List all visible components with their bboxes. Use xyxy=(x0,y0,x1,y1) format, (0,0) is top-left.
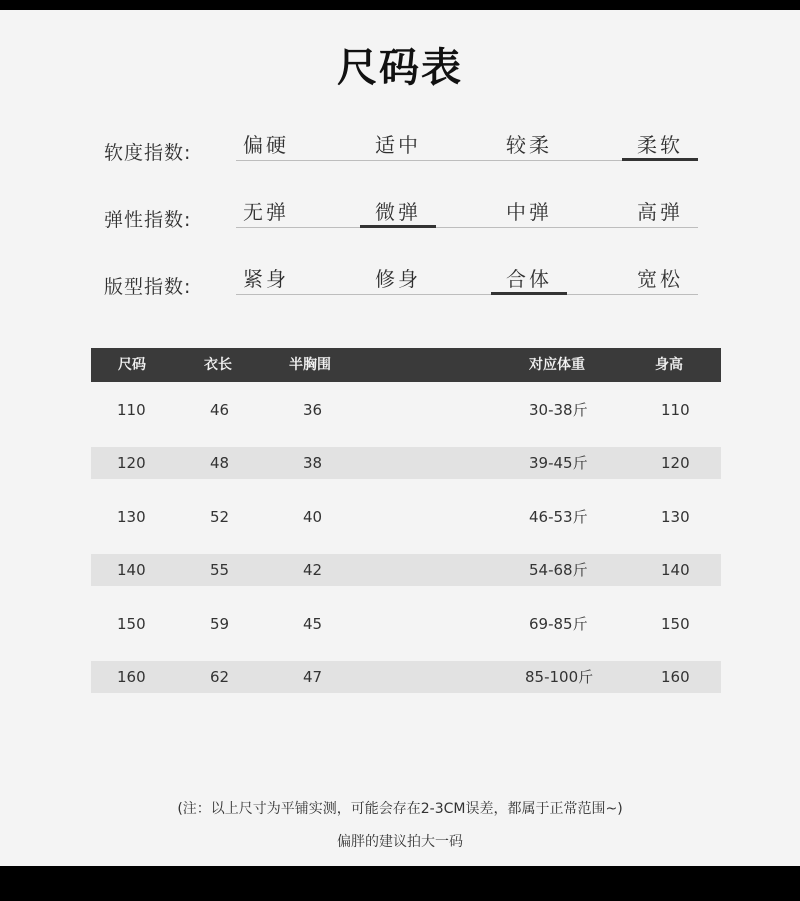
index-option: 偏硬 xyxy=(243,133,289,157)
table-row xyxy=(91,501,721,533)
cell-length: 46 xyxy=(210,401,230,419)
index-row-fit xyxy=(0,260,800,310)
index-option-selected: 合体 xyxy=(506,267,552,291)
header-height: 身高 xyxy=(655,357,683,373)
top-black-bar xyxy=(0,0,800,10)
table-row xyxy=(91,447,721,479)
cell-size: 140 xyxy=(117,561,146,579)
bottom-black-bar xyxy=(0,866,800,901)
cell-height: 130 xyxy=(661,508,690,526)
index-option: 宽松 xyxy=(637,267,683,291)
index-option-selected: 柔软 xyxy=(637,133,683,157)
cell-weight: 54-68斤 xyxy=(529,561,588,579)
table-row xyxy=(91,554,721,586)
index-selected-marker xyxy=(491,292,567,295)
index-label: 弹性指数: xyxy=(104,209,192,231)
cell-weight: 69-85斤 xyxy=(529,615,588,633)
index-label: 软度指数: xyxy=(104,142,192,164)
page-title: 尺码表 xyxy=(337,45,463,91)
index-option: 高弹 xyxy=(637,200,683,224)
index-row-softness xyxy=(0,126,800,176)
size-table-header xyxy=(91,348,721,382)
index-option: 较柔 xyxy=(506,133,552,157)
cell-height: 120 xyxy=(661,454,690,472)
cell-weight: 85-100斤 xyxy=(525,668,594,686)
index-baseline xyxy=(236,294,698,295)
table-row xyxy=(91,661,721,693)
cell-half-chest: 40 xyxy=(303,508,323,526)
index-row-elasticity xyxy=(0,193,800,243)
cell-half-chest: 45 xyxy=(303,615,323,633)
cell-size: 160 xyxy=(117,668,146,686)
cell-weight: 39-45斤 xyxy=(529,454,588,472)
index-baseline xyxy=(236,227,698,228)
index-option: 紧身 xyxy=(243,267,289,291)
cell-height: 110 xyxy=(661,401,690,419)
cell-length: 52 xyxy=(210,508,230,526)
index-selected-marker xyxy=(360,225,436,228)
index-option: 修身 xyxy=(375,267,421,291)
index-selected-marker xyxy=(622,158,698,161)
cell-length: 62 xyxy=(210,668,230,686)
cell-length: 48 xyxy=(210,454,230,472)
cell-half-chest: 38 xyxy=(303,454,323,472)
cell-half-chest: 36 xyxy=(303,401,323,419)
cell-size: 120 xyxy=(117,454,146,472)
cell-height: 140 xyxy=(661,561,690,579)
cell-weight: 30-38斤 xyxy=(529,401,588,419)
index-option: 适中 xyxy=(375,133,421,157)
header-length: 衣长 xyxy=(204,357,232,373)
header-size: 尺码 xyxy=(118,357,146,373)
header-weight: 对应体重 xyxy=(529,357,585,373)
index-option-selected: 微弹 xyxy=(375,200,421,224)
cell-length: 59 xyxy=(210,615,230,633)
table-row xyxy=(91,394,721,426)
cell-size: 110 xyxy=(117,401,146,419)
index-option: 中弹 xyxy=(506,200,552,224)
cell-weight: 46-53斤 xyxy=(529,508,588,526)
cell-length: 55 xyxy=(210,561,230,579)
cell-size: 150 xyxy=(117,615,146,633)
cell-half-chest: 42 xyxy=(303,561,323,579)
cell-half-chest: 47 xyxy=(303,668,323,686)
cell-height: 160 xyxy=(661,668,690,686)
cell-height: 150 xyxy=(661,615,690,633)
size-advice-note: 偏胖的建议拍大一码 xyxy=(337,834,463,850)
measurement-note: (注：以上尺寸为平铺实测，可能会存在2-3CM误差，都属于正常范围~) xyxy=(177,801,623,817)
header-half-chest: 半胸围 xyxy=(289,357,331,373)
table-row xyxy=(91,608,721,640)
cell-size: 130 xyxy=(117,508,146,526)
index-option: 无弹 xyxy=(243,200,289,224)
index-label: 版型指数: xyxy=(104,276,192,298)
